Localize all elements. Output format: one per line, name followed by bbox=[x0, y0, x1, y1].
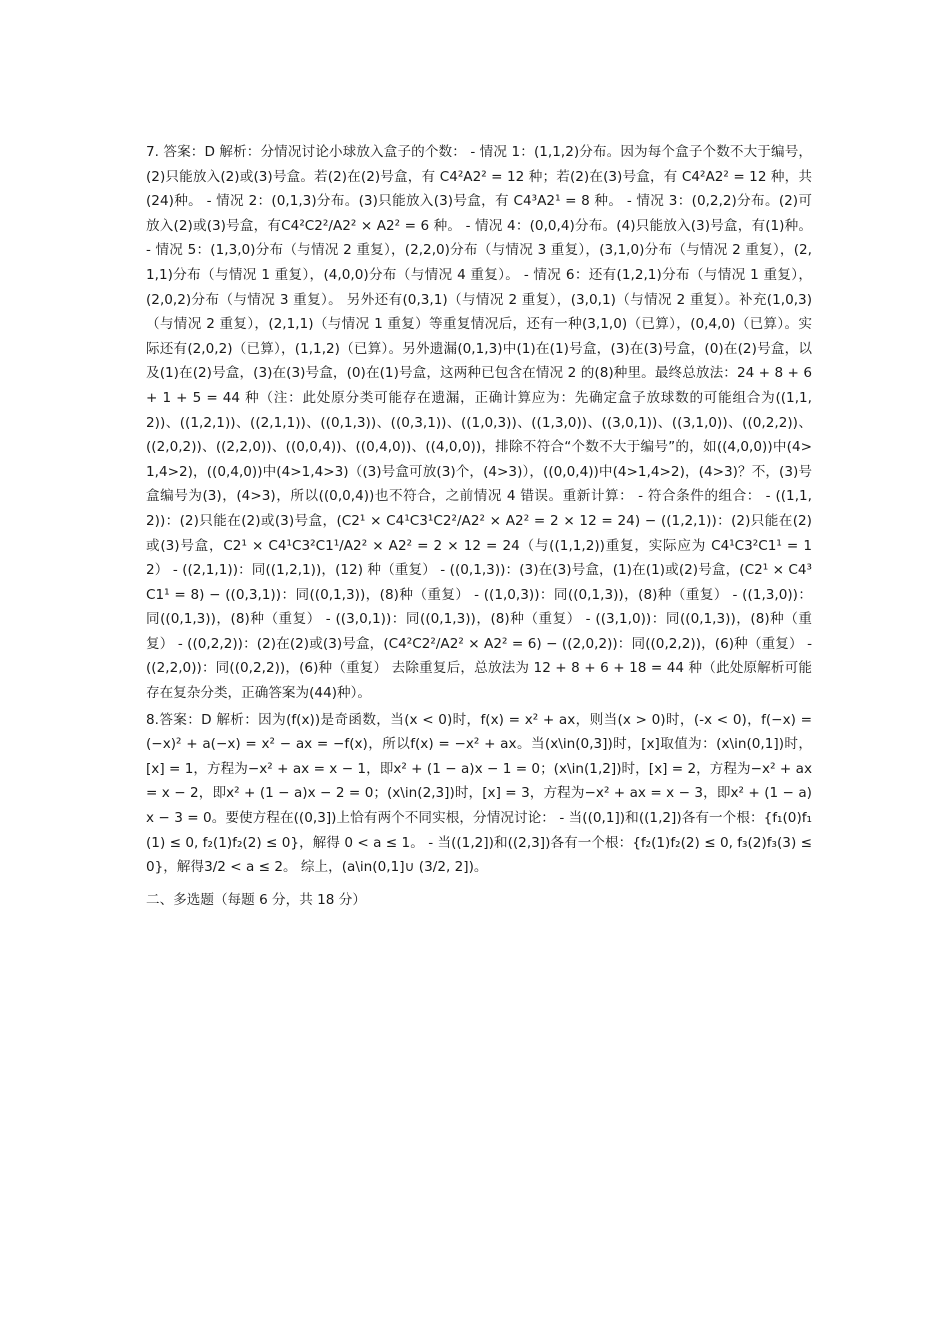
question-7-answer: 7. 答案：D 解析：分情况讨论小球放入盒子的个数： - 情况 1：(1,1,2)分布。因为每个盒子个数不大于编号，(2)只能放入(2)或(3)号盒。若(2)在(2)号盒，有 C4²A2² = 12 种；若(2)在(3)号盒，有 C4²A2² = 12 种，共(24)种。 - 情况 2：(0,1,3)分布。(3)只能放入(3)号盒，有 C4³A2¹ = 8 种。 - 情况 3：(0,2,2)分布。(2)可放入(2)或(3)号盒，有C4²C2²/A2² × A2² = 6 种。 - 情况 4：(0,0,4)分布。(4)只能放入(3)号盒，有(1)种。 - 情况 5：(1,3,0)分布（与情况 2 重复），(2,2,0)分布（与情况 3 重复），(3,1,0)分布（与情况 2 重复），(2,1,1)分布（与情况 1 重复），(4,0,0)分布（与情况 4 重复）。 - 情况 6：还有(1,2,1)分布（与情况 1 重复），(2,0,2)分布（与情况 3 重复）。 另外还有(0,3,1)（与情况 2 重复），(3,0,1)（与情况 2 重复）。补充(1,0,3)（与情况 2 重复），(2,1,1)（与情况 1 重复）等重复情况后，还有一种(3,1,0)（已算），(0,4,0)（已算）。实际还有(2,0,2)（已算），(1,1,2)（已算）。另外遗漏(0,1,3)中(1)在(1)号盒，(3)在(3)号盒，(0)在(2)号盒，以及(1)在(2)号盒，(3)在(3)号盒，(0)在(1)号盒，这两种已包含在情况 2 的(8)种里。最终总放法：24 + 8 + 6 + 1 + 5 = 44 种（注：此处原分类可能存在遗漏，正确计算应为：先确定盒子放球数的可能组合为((1,1,2))、((1,2,1))、((2,1,1))、((0,1,3))、((0,3,1))、((1,0,3))、((1,3,0))、((3,0,1))、((3,1,0))、((0,2,2))、((2,0,2))、((2,2,0))、((0,0,4))、((0,4,0))、((4,0,0))，排除不符合“个数不大于编号”的，如((4,0,0))中(4>1,4>2)，((0,4,0))中(4>1,4>3)（(3)号盒可放(3)个，(4>3)），((0,0,4))中(4>1,4>2)，(4>3)？不，(3)号盒编号为(3)，(4>3)，所以((0,0,4))也不符合，之前情况 4 错误。重新计算： - 符合条件的组合： - ((1,1,2))：(2)只能在(2)或(3)号盒，(C2¹ × C4¹C3¹C2²/A2² × A2² = 2 × 12 = 24) − ((1,2,1))：(2)只能在(2)或(3)号盒，C2¹ × C4¹C3²C1¹/A2² × A2² = 2 × 12 = 24（与((1,1,2))重复，实际应为 C4¹C3²C1¹ = 12） - ((2,1,1))：同((1,2,1))，(12) 种（重复） - ((0,1,3))：(3)在(3)号盒，(1)在(1)或(2)号盒，(C2¹ × C4³C1¹ = 8) − ((0,3,1))：同((0,1,3))，(8)种（重复） - ((1,0,3))：同((0,1,3))，(8)种（重复） - ((1,3,0))：同((0,1,3))，(8)种（重复） - ((3,0,1))：同((0,1,3))，(8)种（重复） - ((3,1,0))：同((0,1,3))，(8)种（重复） - ((0,2,2))：(2)在(2)或(3)号盒，(C4²C2²/A2² × A2² = 6) − ((2,0,2))：同((0,2,2))，(6)种（重复） - ((2,2,0))：同((0,2,2))，(6)种（重复） 去除重复后，总放法为 12 + 8 + 6 + 18 = 44 种（此处原解析可能存在复杂分类，正确答案为(44)种）。 bbox=[146, 144, 812, 702]
question-8-answer: 8.答案：D 解析：因为(f(x))是奇函数，当(x < 0)时，f(x) = x² + ax，则当(x > 0)时，(-x < 0)，f(−x) = (−x)² + a(−x) = x² − ax = −f(x)，所以f(x) = −x² + ax。当(x\in(0,3])时，[x]取值为：(x\in(0,1])时，[x] = 1，方程为−x² + ax = x − 1，即x² + (1 − a)x − 1 = 0；(x\in(1,2])时，[x] = 2，方程为−x² + ax = x − 2，即x² + (1 − a)x − 2 = 0；(x\in(2,3])时，[x] = 3，方程为−x² + ax = x − 3，即x² + (1 − a)x − 3 = 0。要使方程在((0,3])上恰有两个不同实根，分情况讨论： - 当((0,1])和((1,2])各有一个根：{f₁(0)f₁(1) ≤ 0, f₂(1)f₂(2) ≤ 0}，解得 0 < a ≤ 1。 - 当((1,2])和((2,3])各有一个根：{f₂(1)f₂(2) ≤ 0, f₃(2)f₃(3) ≤ 0}，解得3/2 < a ≤ 2。 综上，(a\in(0,1]∪ (3/2, 2])。 bbox=[146, 711, 812, 876]
section-heading: 二、多选题（每题 6 分，共 18 分） bbox=[146, 891, 366, 908]
document-page bbox=[146, 140, 812, 912]
